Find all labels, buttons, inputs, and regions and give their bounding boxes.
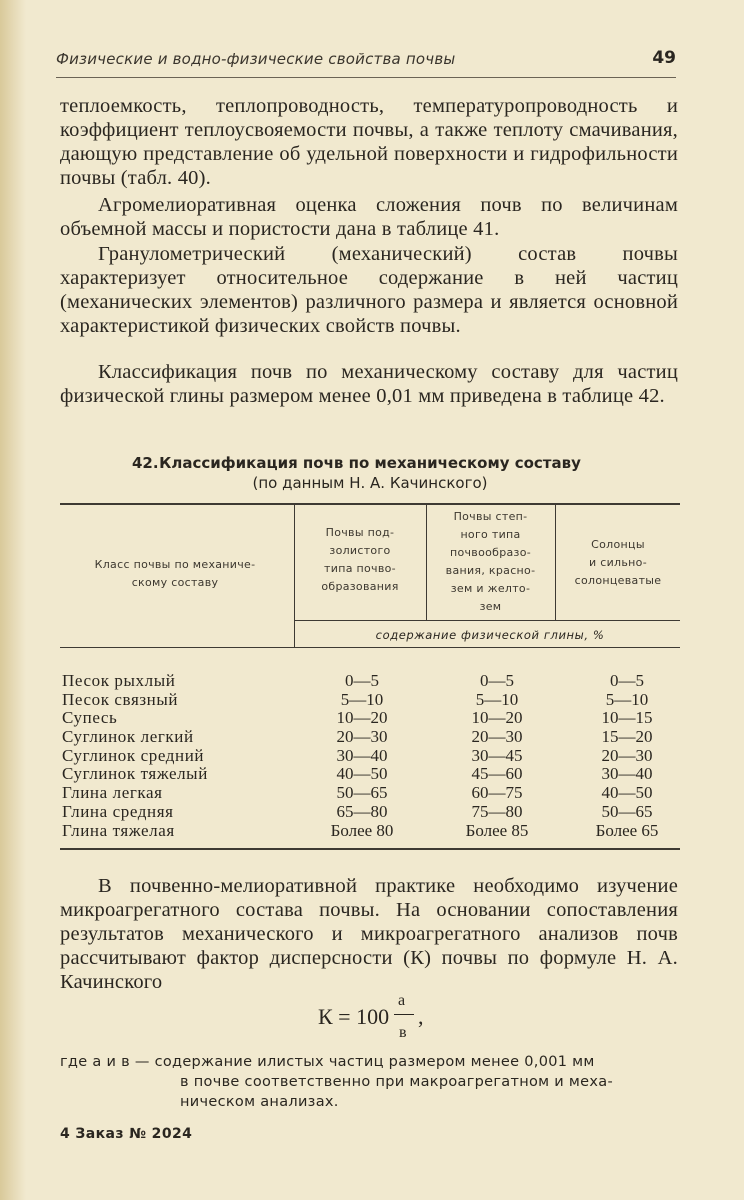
cell-solonets-value: 50—65: [601, 801, 653, 821]
cell-class-name: Песок рыхлый: [62, 671, 176, 690]
cell-solonets-value: 10—15: [601, 708, 653, 728]
col-header-podzolic-line: типа почво-: [324, 562, 396, 575]
note-line-2: в почве соответственно при макроагрегатном и меха-: [180, 1074, 613, 1090]
cell-podzolic-value: 10—20: [336, 708, 388, 728]
col-header-podzolic-line: образования: [321, 580, 399, 593]
running-head-title: Физические и водно-физические свойства почвы: [56, 50, 456, 68]
cell-solonets-value: 0—5: [610, 671, 644, 690]
cell-class-name: Песок связный: [62, 689, 179, 709]
cell-class-name: Глина легкая: [62, 783, 163, 803]
formula-numerator: а: [398, 992, 406, 1009]
cell-steppe-value: 0—5: [480, 671, 514, 690]
cell-class-name: Суглинок легкий: [62, 727, 194, 747]
table-title: Классификация почв по механическому составу: [159, 454, 581, 472]
cell-class-name: Глина средняя: [62, 801, 174, 821]
cell-class-name: Суглинок тяжелый: [62, 764, 208, 784]
table-row: [62, 690, 682, 709]
table-row: [62, 821, 682, 840]
col-header-podzolic-line: Почвы под-: [325, 526, 395, 539]
note-line-3: ническом анализах.: [180, 1094, 339, 1110]
cell-solonets-value: 20—30: [601, 745, 653, 765]
cell-podzolic-value: 5—10: [340, 689, 384, 709]
table-body: [62, 671, 682, 839]
cell-podzolic-value: 65—80: [336, 801, 388, 821]
table-subheader-rule: [294, 620, 680, 621]
cell-steppe-value: 5—10: [475, 689, 519, 709]
note-line-1: где а и в — содержание илистых частиц размером менее 0,001 мм: [60, 1054, 595, 1070]
table-row: [62, 783, 682, 802]
cell-class-name: Глина тяжелая: [62, 820, 175, 840]
cell-podzolic-value: 50—65: [336, 783, 388, 803]
col-header-solonets: [558, 536, 678, 590]
col-header-podzolic: [298, 524, 422, 596]
col-header-class: [62, 556, 288, 592]
cell-steppe-value: 20—30: [471, 727, 523, 747]
col-header-steppe-line: почвообразо-: [449, 546, 532, 559]
cell-podzolic-value: 0—5: [345, 671, 379, 690]
col-header-solonets-line: и сильно-: [589, 556, 647, 569]
table-row: [62, 746, 682, 765]
cell-solonets-value: 5—10: [605, 689, 649, 709]
paragraph-1: теплоемкость, теплопроводность, температуропроводность и коэффициент теплоусвояемости почвы, а также теплоту смачивания, дающую представление об удельной поверхности и гидрофильности почвы (табл. 40).: [60, 95, 678, 189]
paragraph-5: В почвенно-мелиоративной практике необходимо изучение микроагрегатного состава почвы. На основании сопоставления результатов механического и микроагрегатного анализов почв рассчитывают фактор дисперсности (К) почвы по формуле Н. А. Качинского: [60, 875, 678, 993]
cell-steppe-value: Более 85: [465, 820, 529, 840]
table-col-rule-2: [426, 505, 427, 620]
formula-denominator: в: [399, 1024, 407, 1041]
cell-class-name: Суглинок средний: [62, 745, 205, 765]
cell-podzolic-value: 40—50: [336, 764, 388, 784]
cell-podzolic-value: 30—40: [336, 745, 388, 765]
cell-solonets-value: 30—40: [601, 764, 653, 784]
table-col-rule-3: [555, 505, 556, 620]
cell-steppe-value: 45—60: [471, 764, 523, 784]
table-caption: [60, 454, 680, 472]
formula-lhs: К = 100: [318, 1004, 390, 1029]
cell-solonets-value: 15—20: [601, 727, 653, 747]
col-header-podzolic-line: золистого: [329, 544, 391, 557]
table-row: [62, 708, 682, 727]
formula-fraction-bar: [394, 1014, 414, 1015]
table-subtitle: (по данным Н. А. Качинского): [252, 474, 488, 492]
running-head: [56, 48, 676, 74]
cell-podzolic-value: Более 80: [330, 820, 394, 840]
col-header-steppe: [428, 508, 553, 616]
col-header-solonets-line: солонцеватые: [574, 574, 662, 587]
col-header-steppe-line: ного типа: [460, 528, 521, 541]
page-number: 49: [652, 48, 676, 68]
cell-class-name: Супесь: [62, 708, 118, 728]
formula-trail: ,: [418, 1004, 424, 1029]
col-header-steppe-line: Почвы степ-: [453, 510, 528, 523]
printer-signature: 4 Заказ № 2024: [60, 1126, 193, 1142]
paragraph-3: Гранулометрический (механический) состав почвы характеризует относительное содержание в ней частиц (механических элементов) различного размера и является основной характеристикой физических свойств почвы.: [60, 243, 678, 337]
table-top-rule: [60, 503, 680, 505]
cell-podzolic-value: 20—30: [336, 727, 388, 747]
table-number: 42.: [132, 454, 159, 472]
cell-steppe-value: 60—75: [471, 783, 523, 803]
table-header-rule: [60, 647, 680, 648]
table-row: [62, 671, 682, 690]
col-header-class-line: Класс почвы по механиче-: [94, 558, 256, 571]
cell-steppe-value: 30—45: [471, 745, 523, 765]
table-row: [62, 764, 682, 783]
col-header-class-line: скому составу: [131, 576, 219, 589]
cell-solonets-value: Более 65: [595, 820, 659, 840]
col-header-steppe-line: вания, красно-: [445, 564, 536, 577]
col-header-solonets-line: Солонцы: [591, 538, 645, 551]
col-header-steppe-line: зем: [479, 600, 502, 613]
cell-solonets-value: 40—50: [601, 783, 653, 803]
paragraph-2: Агромелиоративная оценка сложения почв по величинам объемной массы и пористости дана в таблице 41.: [60, 194, 678, 240]
cell-steppe-value: 10—20: [471, 708, 523, 728]
table-row: [62, 802, 682, 821]
col-header-steppe-line: зем и желто-: [450, 582, 531, 595]
cell-steppe-value: 75—80: [471, 801, 523, 821]
table-col-rule-1: [294, 505, 295, 647]
page-edge-shadow: [0, 0, 26, 1200]
paragraph-4: Классификация почв по механическому составу для частиц физической глины размером менее 0,01 мм приведена в таблице 42.: [60, 361, 678, 407]
header-rule: [56, 77, 676, 78]
table-row: [62, 727, 682, 746]
table-bottom-rule: [60, 848, 680, 850]
table-subheader: содержание физической глины, %: [375, 628, 605, 642]
formula: [318, 992, 458, 1050]
